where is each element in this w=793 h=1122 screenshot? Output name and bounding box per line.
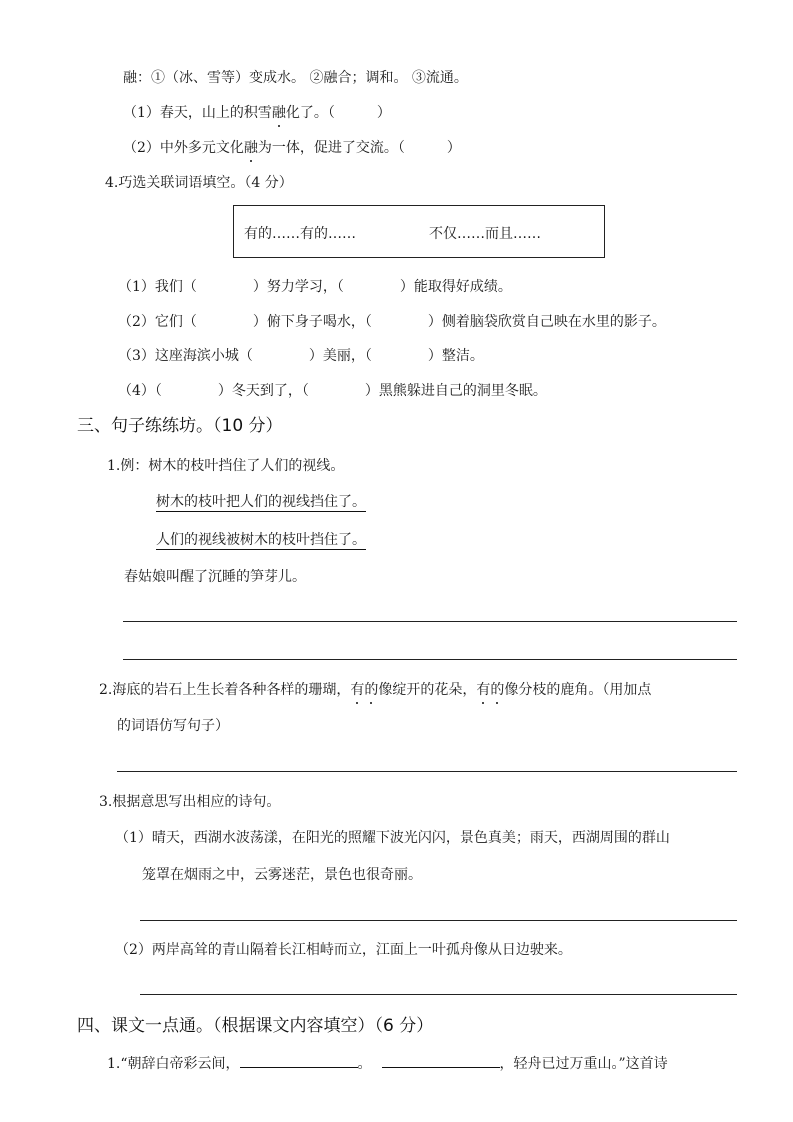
q3-item-2 [123, 139, 461, 157]
q4-item-3[interactable]: （3）这座海滨小城（ ）美丽，（ ）整洁。 [118, 348, 484, 364]
s3-q2-line2: 的词语仿写句子） [117, 718, 229, 734]
q4-title: 4.巧选关联词语填空。（4 分） [105, 175, 293, 191]
answer-line-2[interactable] [123, 659, 737, 660]
q3-item-1-prefix: （1）春天，山上的积雪 [123, 105, 272, 121]
s3-q3-title: 3.根据意思写出相应的诗句。 [99, 794, 281, 810]
example-answer-bei: 人们的视线被树木的枝叶挡住了。 [156, 532, 366, 548]
dotted-char: 有 [476, 682, 491, 698]
section3-heading: 三、句子练练坊。（10 分） [77, 416, 283, 436]
s4-q1-suffix: ，轻舟已过万重山。”这首诗 [499, 1056, 668, 1072]
dotted-char: 有 [350, 682, 365, 698]
q3-item-2-prefix: （2）中外多元文化 [123, 140, 244, 156]
answer-line-3[interactable] [117, 771, 737, 772]
option-youde: 有的……有的…… [244, 226, 356, 242]
q4-item-4[interactable]: （4）（ ）冬天到了，（ ）黑熊躲进自己的洞里冬眠。 [118, 383, 547, 399]
conjunction-options-box [233, 205, 605, 258]
s3-q2-mid: 像绽开的花朵， [378, 682, 477, 698]
dotted-word-1 [350, 682, 378, 698]
s3-q2-suffix: 像分枝的鹿角。（用加点 [504, 682, 652, 698]
s3-q3-item1-line2: 笼罩在烟雨之中，云雾迷茫，景色也很奇丽。 [142, 867, 422, 883]
answer-line-1[interactable] [123, 621, 737, 622]
dotted-char: 融 [243, 140, 258, 156]
answer-line-5[interactable] [140, 994, 737, 995]
s3-q1-answer-2 [156, 531, 366, 549]
s3-q2-line1 [99, 681, 651, 699]
fill-blank-2[interactable] [382, 1053, 500, 1068]
q3-item-1-suffix[interactable]: 化了。（ ） [285, 105, 391, 121]
s3-q3-item1-line1: （1）晴天，西湖水波荡漾，在阳光的照耀下波光闪闪，景色真美；雨天，西湖周围的群山 [115, 830, 670, 846]
dotted-char: 融 [271, 105, 286, 121]
q3-item-1 [123, 104, 391, 122]
s3-q1-answer-1 [156, 493, 366, 511]
s4-q1-sep: 。 [357, 1056, 372, 1072]
q4-item-2[interactable]: （2）它们（ ）俯下身子喝水，（ ）侧着脑袋欣赏自己映在水里的影子。 [118, 314, 666, 330]
s4-q1 [107, 1053, 668, 1073]
option-bujin: 不仅……而且…… [429, 226, 541, 242]
example-answer-ba: 树木的枝叶把人们的视线挡住了。 [156, 494, 366, 510]
s3-q2-prefix: 2.海底的岩石上生长着各种各样的珊瑚， [99, 682, 351, 698]
s3-q1-prompt: 春姑娘叫醒了沉睡的笋芽儿。 [124, 569, 306, 585]
section4-heading: 四、课文一点通。（根据课文内容填空）（6 分） [77, 1016, 434, 1036]
s4-q1-prefix: 1.“朝辞白帝彩云间， [107, 1056, 240, 1072]
q4-item-1[interactable]: （1）我们（ ）努力学习，（ ）能取得好成绩。 [118, 279, 512, 295]
s3-q3-item2: （2）两岸高耸的青山隔着长江相峙而立，江面上一叶孤舟像从日边驶来。 [115, 942, 572, 958]
s3-q1-example: 1.例：树木的枝叶挡住了人们的视线。 [107, 458, 345, 474]
dotted-char: 的 [364, 682, 379, 698]
answer-line-4[interactable] [140, 920, 737, 921]
q3-item-2-suffix[interactable]: 为一体，促进了交流。（ ） [257, 140, 461, 156]
dotted-word-2 [476, 682, 504, 698]
dotted-char: 的 [490, 682, 505, 698]
fill-blank-1[interactable] [240, 1053, 358, 1068]
definition-line: 融：①（冰、雪等）变成水。 ②融合；调和。 ③流通。 [123, 70, 468, 86]
